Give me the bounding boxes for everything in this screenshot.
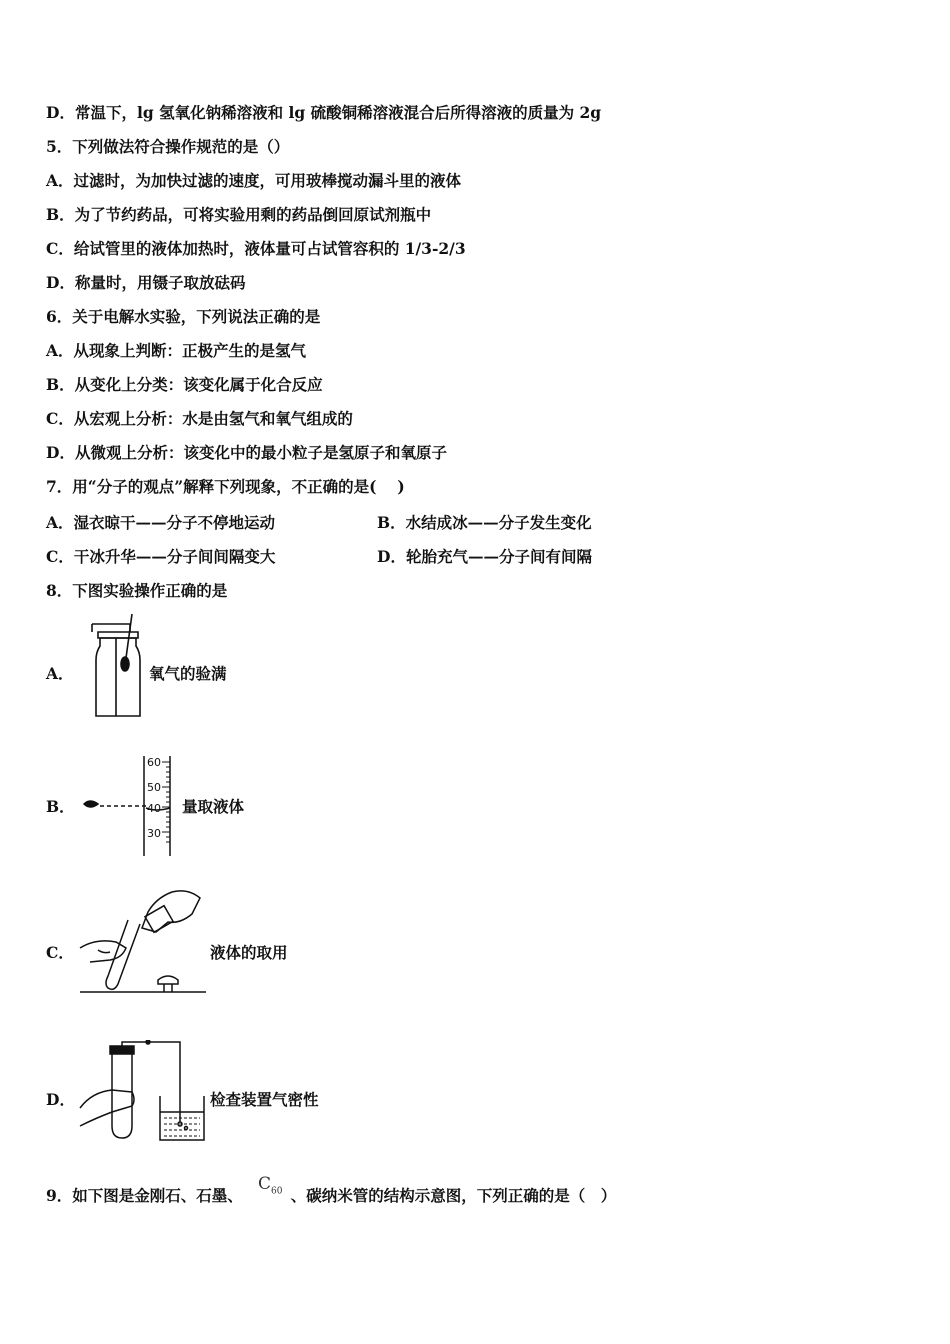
q6-option-d: D．从微观上分析：该变化中的最小粒子是氢原子和氧原子 bbox=[46, 443, 447, 462]
q6-option-c: C．从宏观上分析：水是由氢气和氧气组成的 bbox=[46, 409, 353, 428]
q4-option-d: D．常温下，lg 氢氧化钠稀溶液和 lg 硫酸铜稀溶液混合后所得溶液的质量为 2g bbox=[46, 103, 602, 122]
q7-option-a: A．湿衣晾干——分子不停地运动 bbox=[46, 513, 276, 532]
q8-option-b-caption: 量取液体 bbox=[182, 797, 245, 816]
q8-option-d-label: D． bbox=[46, 1090, 75, 1109]
q5-option-d: D．称量时，用镊子取放砝码 bbox=[46, 273, 246, 292]
q5-option-c: C．给试管里的液体加热时，液体量可占试管容积的 1/3-2/3 bbox=[46, 239, 466, 258]
tick-label-40: 40 bbox=[147, 802, 161, 815]
q5-option-b: B．为了节约药品，可将实验用剩的药品倒回原试剂瓶中 bbox=[46, 205, 432, 224]
q8-stem: 8．下图实验操作正确的是 bbox=[46, 581, 228, 600]
q8-option-b-label: B． bbox=[46, 797, 75, 816]
graduated-cylinder-figure bbox=[80, 752, 180, 860]
q7-option-c: C．干冰升华——分子间间隔变大 bbox=[46, 547, 276, 566]
q9-stem-pre: 9．如下图是金刚石、石墨、 bbox=[46, 1186, 243, 1205]
c60-formula bbox=[258, 1174, 282, 1196]
c60-main: C bbox=[258, 1174, 272, 1194]
q7-option-d: D．轮胎充气——分子间有间隔 bbox=[377, 547, 592, 566]
q7-stem: 7．用“分子的观点”解释下列现象，不正确的是( ) bbox=[46, 477, 405, 496]
q8-option-c-caption: 液体的取用 bbox=[210, 943, 288, 962]
q5-option-a: A．过滤时，为加快过滤的速度，可用玻棒搅动漏斗里的液体 bbox=[46, 171, 462, 190]
q8-option-d-caption: 检查装置气密性 bbox=[210, 1090, 319, 1109]
liquid-pouring-figure bbox=[76, 888, 208, 998]
q6-option-a: A．从现象上判断：正极产生的是氢气 bbox=[46, 341, 307, 360]
q8-option-a-label: A． bbox=[46, 664, 74, 683]
q9-stem-post: 、碳纳米管的结构示意图，下列正确的是（ ） bbox=[290, 1186, 617, 1205]
q7-option-b: B．水结成冰——分子发生变化 bbox=[377, 513, 592, 532]
tick-label-50: 50 bbox=[147, 781, 161, 794]
tick-label-60: 60 bbox=[147, 756, 161, 769]
q8-option-a-caption: 氧气的验满 bbox=[149, 664, 227, 683]
tick-label-30: 30 bbox=[147, 827, 161, 840]
q6-option-b: B．从变化上分类：该变化属于化合反应 bbox=[46, 375, 323, 394]
q5-stem: 5．下列做法符合操作规范的是（） bbox=[46, 137, 290, 156]
q6-stem: 6．关于电解水实验，下列说法正确的是 bbox=[46, 307, 321, 326]
q8-option-c-label: C． bbox=[46, 943, 74, 962]
gas-bottle-figure bbox=[88, 612, 148, 722]
q9-stem bbox=[46, 1186, 616, 1206]
airtightness-figure bbox=[76, 1040, 210, 1144]
c60-subscript: 60 bbox=[271, 1186, 283, 1197]
